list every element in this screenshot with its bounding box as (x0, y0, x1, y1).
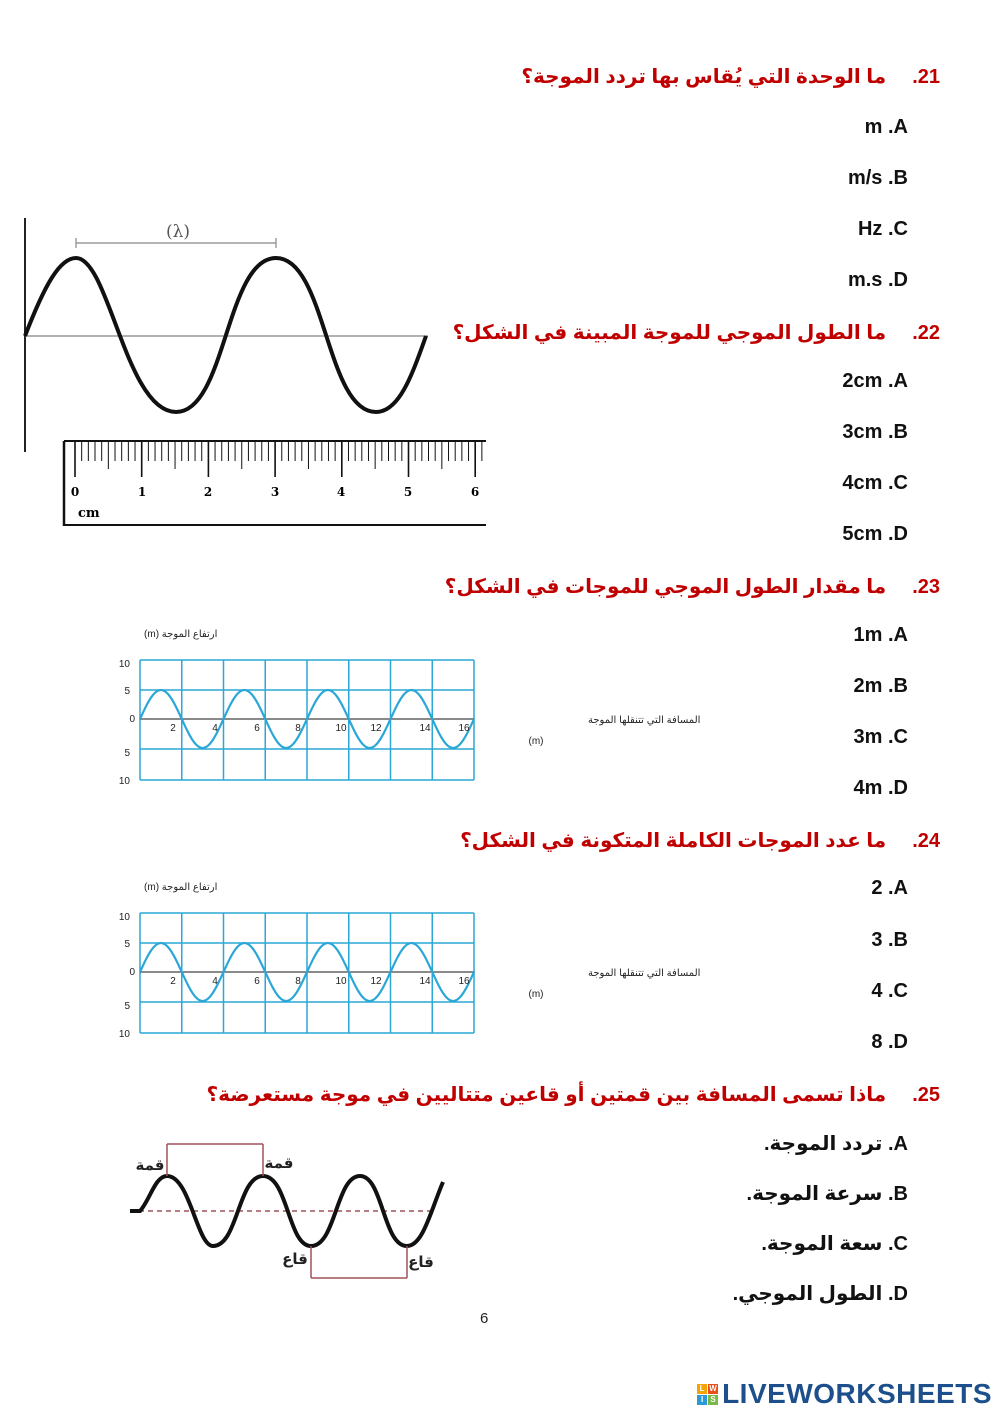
ruler-tick-4: 4 (336, 485, 346, 499)
x-tick-16: 16 (458, 723, 470, 734)
q24-option-a[interactable]: 2 .A (871, 877, 908, 899)
graph-x-label-line1: المسافة التي تتنقلها الموجة (588, 968, 701, 979)
x-tick-8: 8 (295, 723, 301, 734)
q21-option-a[interactable]: m .A (864, 116, 908, 138)
graph-x-label-line2: (m) (528, 736, 544, 747)
y-tick-10-top: 10 (118, 912, 130, 923)
q25-option-a[interactable]: A. تردد الموجة. (763, 1133, 908, 1155)
ruler-tick-5: 5 (403, 485, 413, 499)
graph-y-label: ارتفاع الموجة (m) (144, 629, 218, 640)
q24-wave-graph (60, 875, 701, 1045)
x-tick-2: 2 (170, 976, 176, 987)
crest-label-1: قمة (135, 1157, 165, 1174)
graph-y-label: ارتفاع الموجة (m) (144, 882, 218, 893)
x-tick-14: 14 (419, 976, 431, 987)
q21-option-c[interactable]: Hz .C (857, 218, 908, 240)
graph-x-label-line2: (m) (528, 989, 544, 1000)
q23-option-c[interactable]: 3m .C (853, 726, 908, 748)
ruler (64, 441, 486, 526)
ruler-unit: cm (78, 506, 100, 521)
q22-option-a[interactable]: 2cm .A (842, 370, 908, 392)
question-text: ما الطول الموجي للموجة المبينة في الشكل؟ (452, 322, 887, 344)
ruler-tick-0: 0 (70, 485, 80, 499)
q25-option-b[interactable]: B. سرعة الموجة. (746, 1183, 908, 1205)
ruler-tick-1: 1 (137, 485, 147, 499)
q23-option-d[interactable]: 4m .D (853, 777, 908, 799)
question-text: ما الوحدة التي يُقاس بها تردد الموجة؟ (521, 66, 887, 88)
q25-option-c[interactable]: C. سعة الموجة. (761, 1233, 908, 1255)
y-tick-5-top: 5 (124, 686, 130, 697)
x-tick-12: 12 (370, 723, 382, 734)
question-21-title (521, 64, 940, 89)
liveworksheets-logo-icon: L W I S (697, 1384, 718, 1405)
page-number: 6 (480, 1310, 489, 1327)
q21-option-d[interactable]: m.s .D (847, 269, 908, 291)
q24-option-c[interactable]: 4 .C (871, 980, 908, 1002)
y-tick-0: 0 (129, 714, 135, 725)
question-23-title (445, 574, 940, 599)
x-tick-8: 8 (295, 976, 301, 987)
x-tick-6: 6 (254, 723, 260, 734)
y-tick-5-top: 5 (124, 939, 130, 950)
x-tick-2: 2 (170, 723, 176, 734)
q24-option-b[interactable]: 3 .B (871, 929, 908, 951)
x-tick-4: 4 (212, 976, 218, 987)
q21-option-b[interactable]: m/s .B (847, 167, 908, 189)
q25-option-d[interactable]: D. الطول الموجي. (732, 1283, 908, 1305)
q22-option-d[interactable]: 5cm .D (842, 523, 908, 545)
graph-x-label-line1: المسافة التي تتنقلها الموجة (588, 715, 701, 726)
ruler-tick-6: 6 (470, 485, 480, 499)
question-number: 23. (912, 576, 940, 598)
question-24-title (460, 828, 940, 853)
ruler-tick-2: 2 (203, 485, 213, 499)
liveworksheets-brand[interactable] (697, 1378, 992, 1410)
q25-crest-trough-figure (125, 1130, 455, 1290)
question-text: ماذا تسمى المسافة بين قمتين أو قاعين متتاليين في موجة مستعرضة؟ (206, 1084, 887, 1106)
q22-option-b[interactable]: 3cm .B (842, 421, 908, 443)
q23-wave-graph (60, 622, 701, 792)
lambda-label: (λ) (165, 222, 191, 242)
x-tick-10: 10 (335, 976, 347, 987)
ruler-tick-3: 3 (270, 485, 280, 499)
question-number: 22. (912, 322, 940, 344)
trough-label-1: قاع (282, 1251, 308, 1268)
question-22-title (453, 320, 940, 345)
crest-label-2: قمة (264, 1155, 294, 1172)
x-tick-14: 14 (419, 723, 431, 734)
question-number: 25. (912, 1084, 940, 1106)
x-tick-12: 12 (370, 976, 382, 987)
trough-label-2: قاع (408, 1254, 434, 1271)
x-tick-6: 6 (254, 976, 260, 987)
q24-option-d[interactable]: 8 .D (871, 1031, 908, 1053)
q23-option-a[interactable]: 1m .A (853, 624, 908, 646)
x-tick-10: 10 (335, 723, 347, 734)
question-number: 21. (912, 66, 940, 88)
y-tick-5-bottom: 5 (124, 1001, 130, 1012)
question-25-title (206, 1082, 940, 1107)
y-tick-10-bottom: 10 (118, 776, 130, 787)
sine-wave (25, 258, 426, 412)
y-tick-10-top: 10 (118, 659, 130, 670)
y-tick-10-bottom: 10 (118, 1029, 130, 1040)
y-tick-5-bottom: 5 (124, 748, 130, 759)
q22-wave-figure (18, 212, 488, 530)
x-tick-16: 16 (458, 976, 470, 987)
question-number: 24. (912, 830, 940, 852)
brand-name: LIVEWORKSHEETS (722, 1378, 992, 1409)
question-text: ما مقدار الطول الموجي للموجات في الشكل؟ (444, 576, 887, 598)
y-tick-0: 0 (129, 967, 135, 978)
question-text: ما عدد الموجات الكاملة المتكونة في الشكل؟ (460, 830, 887, 852)
q23-option-b[interactable]: 2m .B (853, 675, 908, 697)
q22-option-c[interactable]: 4cm .C (842, 472, 908, 494)
x-tick-4: 4 (212, 723, 218, 734)
